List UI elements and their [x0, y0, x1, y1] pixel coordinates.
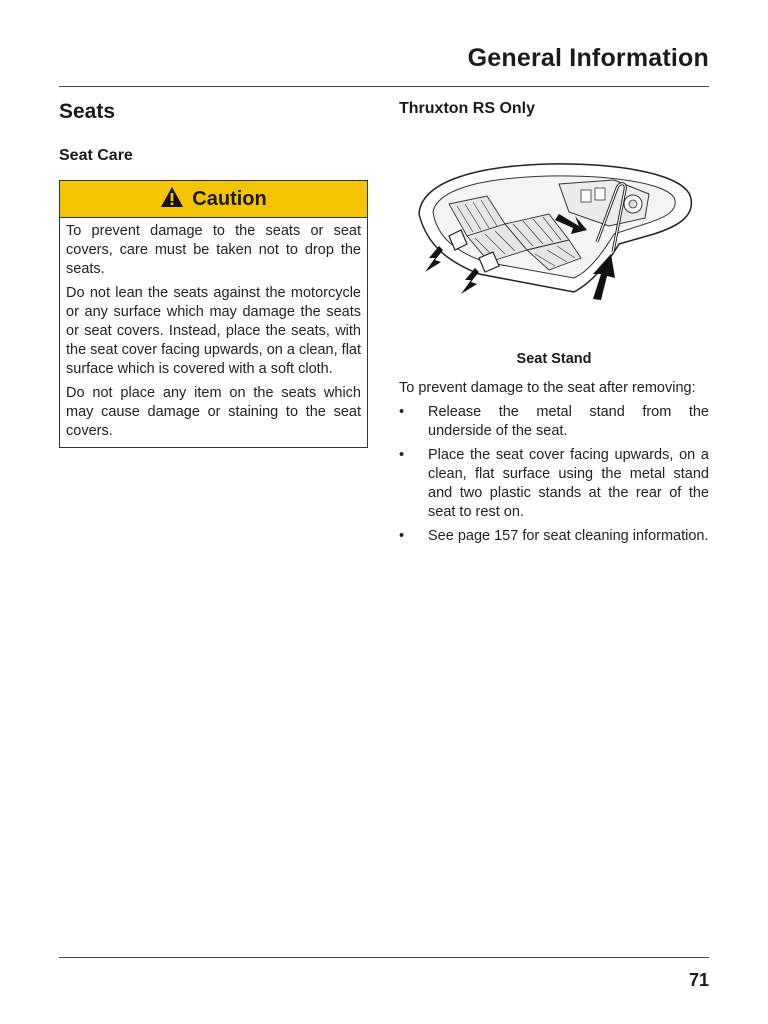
caution-title: Caution — [192, 187, 267, 210]
list-item-text: Release the metal stand from the underside of the seat. — [428, 404, 709, 439]
caution-paragraph: Do not place any item on the seats which may cause damage or staining to the seat covers. — [66, 385, 361, 439]
caution-body — [60, 218, 367, 447]
intro-text: To prevent damage to the seat after removing: — [399, 380, 696, 396]
footer-divider — [59, 957, 709, 958]
bullet-marker: • — [399, 404, 405, 420]
page-number: 71 — [688, 970, 709, 990]
header-divider — [59, 86, 709, 87]
caution-paragraph: To prevent damage to the seats or seat covers, care must be taken not to drop the seats. — [66, 223, 361, 277]
list-item-text: Place the seat cover facing upwards, on a clean, flat surface using the metal stand and two plastic stands at the rear of the seat to rest on. — [428, 447, 709, 520]
bullet-marker: • — [399, 447, 405, 463]
list-item — [399, 403, 709, 441]
list-item — [399, 446, 709, 522]
warning-triangle-icon — [160, 186, 184, 213]
caution-header — [60, 181, 367, 218]
bullet-list — [399, 403, 709, 546]
right-text — [399, 379, 709, 551]
seat-stand-illustration — [409, 154, 699, 304]
bullet-marker: • — [399, 528, 405, 544]
list-item — [399, 527, 709, 546]
variant-title: Thruxton RS Only — [399, 100, 535, 117]
figure-caption: Seat Stand — [516, 351, 592, 367]
section-title: Seats — [59, 100, 116, 123]
caution-box — [59, 180, 368, 448]
list-item-text: See page 157 for seat cleaning information. — [428, 528, 709, 544]
subsection-title: Seat Care — [59, 147, 133, 164]
page-header-title: General Information — [467, 44, 709, 72]
caution-paragraph: Do not lean the seats against the motorcycle or any surface which may damage the seats or seat covers. Instead, place the seats, with the seat cover facing upwards, on a clean, flat surface which is covered with a soft cloth. — [66, 285, 362, 377]
